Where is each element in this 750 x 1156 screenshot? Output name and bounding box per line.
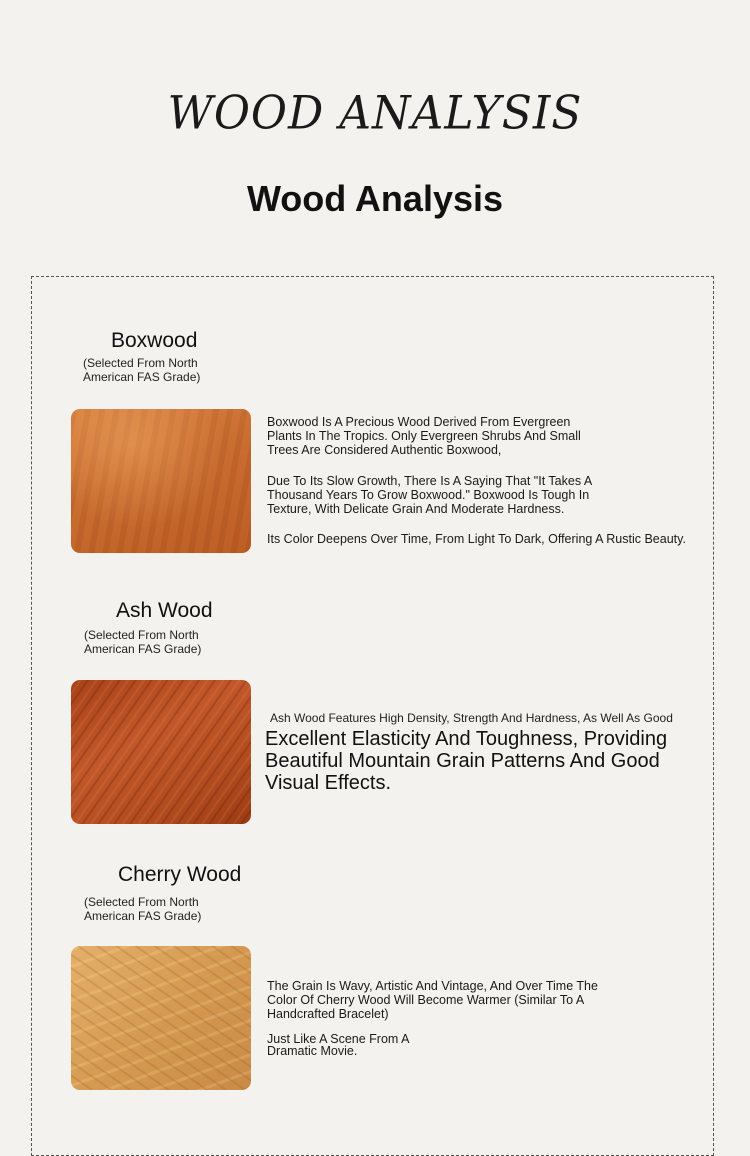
boxwood-description-2	[267, 474, 607, 516]
cherry-wood-description	[267, 979, 617, 1021]
page-title: Wood Analysis	[246, 178, 504, 219]
ash-wood-highlight: Excellent Elasticity And Toughness, Providing Beautiful Mountain Grain Patterns And Good Visual Effects.	[265, 728, 668, 794]
boxwood-name: Boxwood	[111, 329, 198, 352]
boxwood-grade: (Selected From North American FAS Grade)	[83, 356, 201, 384]
ash-wood-grade: (Selected From North American FAS Grade)	[84, 628, 202, 656]
cherry-wood-description-2	[267, 1033, 427, 1057]
boxwood-description-3	[267, 532, 707, 546]
cherry-wood-paragraph-1: The Grain Is Wavy, Artistic And Vintage, And Over Time The Color Of Cherry Wood Will Become Warmer (Similar To A Handcrafted Bracelet)	[267, 979, 598, 1021]
boxwood-description	[267, 415, 597, 457]
cherry-wood-swatch-image	[71, 946, 251, 1090]
cherry-wood-paragraph-2: Just Like A Scene From A Dramatic Movie.	[267, 1032, 409, 1058]
cherry-wood-name: Cherry Wood	[118, 863, 242, 886]
ash-wood-swatch-image	[71, 680, 251, 824]
script-title: WOOD ANALYSIS	[167, 86, 583, 141]
boxwood-paragraph-2: Due To Its Slow Growth, There Is A Saying That "It Takes A Thousand Years To Grow Boxwood." Boxwood Is Tough In Texture, With Delicate Grain And Moderate Hardness.	[267, 474, 592, 516]
ash-wood-lead: Ash Wood Features High Density, Strength And Hardness, As Well As Good	[270, 711, 673, 725]
cherry-wood-grade: (Selected From North American FAS Grade)	[84, 895, 202, 923]
boxwood-paragraph-1: Boxwood Is A Precious Wood Derived From Evergreen Plants In The Tropics. Only Evergreen Shrubs And Small Trees Are Considered Authentic Boxwood,	[267, 415, 581, 457]
ash-wood-name: Ash Wood	[116, 599, 213, 622]
boxwood-swatch-image	[71, 409, 251, 553]
boxwood-paragraph-3: Its Color Deepens Over Time, From Light To Dark, Offering A Rustic Beauty.	[267, 532, 686, 546]
